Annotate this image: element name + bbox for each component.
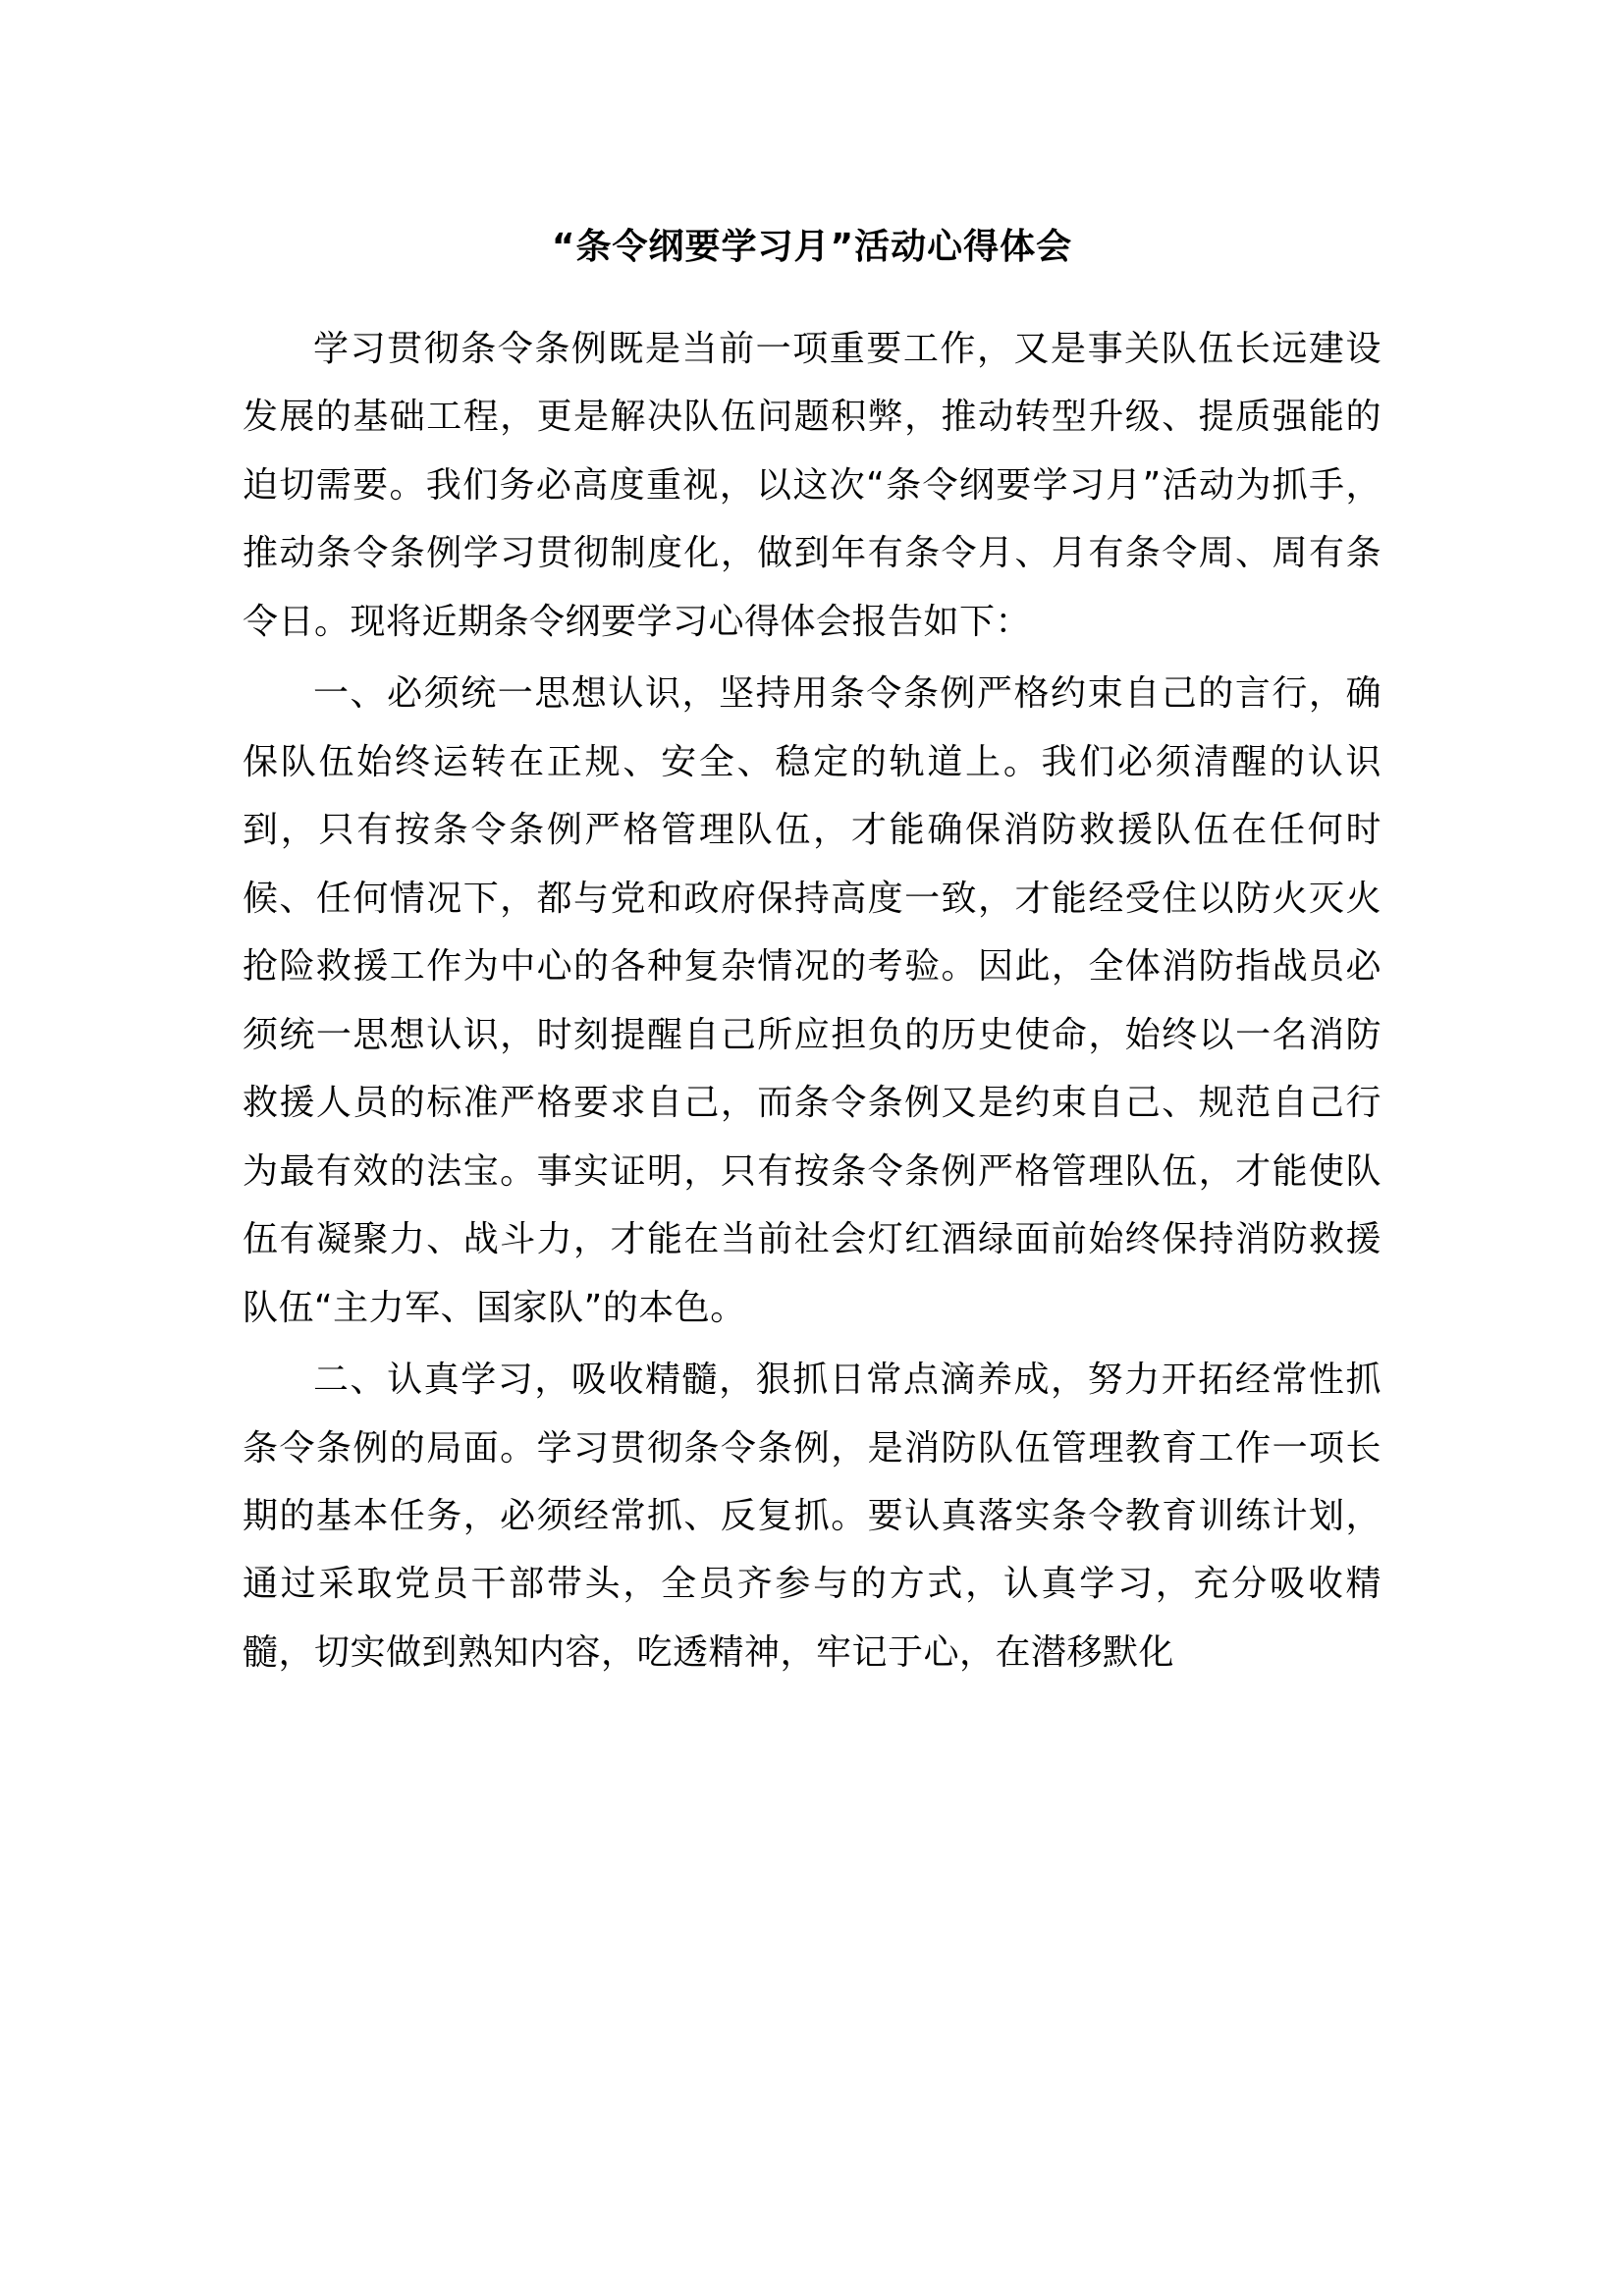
page-title: “条令纲要学习月”活动心得体会	[551, 227, 1073, 267]
document-body	[243, 221, 1381, 1690]
paragraph-section-two: 二、认真学习，吸收精髓，狠抓日常点滴养成，努力开拓经常性抓条令条例的局面。学习贯彻条令条例，是消防队伍管理教育工作一项长期的基本任务，必须经常抓、反复抓。要认真落实条令教育训练计划，通过采取党员干部带头，全员齐参与的方式，认真学习，充分吸收精髓，切实做到熟知内容，吃透精神，牢记于心，在潜移默化	[243, 1360, 1381, 1673]
paragraph-section-one: 一、必须统一思想认识，坚持用条令条例严格约束自己的言行，确保队伍始终运转在正规、安全、稳定的轨道上。我们必须清醒的认识到，只有按条令条例严格管理队伍，才能确保消防救援队伍在任何时候、任何情况下，都与党和政府保持高度一致，才能经受住以防火灭火抢险救援工作为中心的各种复杂情况的考验。因此，全体消防指战员必须统一思想认识，时刻提醒自己所应担负的历史使命，始终以一名消防救援人员的标准严格要求自己，而条令条例又是约束自己、规范自己行为最有效的法宝。事实证明，只有按条令条例严格管理队伍，才能使队伍有凝聚力、战斗力，才能在当前社会灯红酒绿面前始终保持消防救援队伍“主力军、国家队”的本色。	[243, 673, 1381, 1328]
paragraph-intro: 学习贯彻条令条例既是当前一项重要工作，又是事关队伍长远建设发展的基础工程，更是解决队伍问题积弊，推动转型升级、提质强能的迫切需要。我们务必高度重视，以这次“条令纲要学习月”活动为抓手，推动条令条例学习贯彻制度化，做到年有条令月、月有条令周、周有条令日。现将近期条令纲要学习心得体会报告如下：	[243, 329, 1381, 642]
